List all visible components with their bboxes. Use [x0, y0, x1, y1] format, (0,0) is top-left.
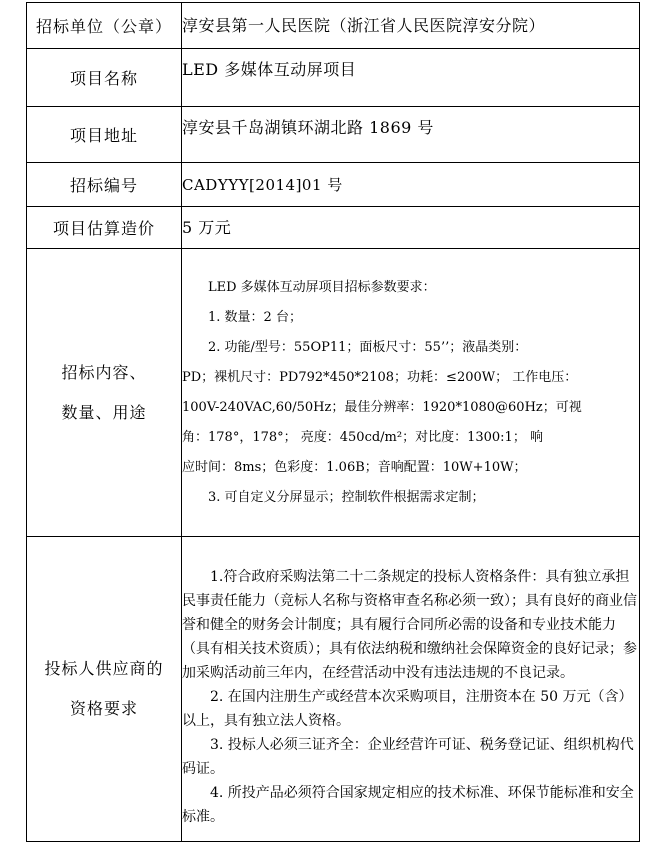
row-bid-number [27, 163, 640, 207]
label-bid-content-line1: 招标内容、 [61, 362, 147, 382]
content-paragraph: 100V-240VAC,60/50Hz；最佳分辨率：1920*1080@60Hz；可视 [182, 399, 582, 415]
row-bid-content [27, 249, 640, 537]
qualification-paragraph: 1.符合政府采购法第二十二条规定的投标人资格条件：具有独立承担民事责任能力（竞标人名称与资格审查名称必须一致）；具有良好的商业信誉和健全的财务会计制度；具有履行合同所必需的设备和专业技术能力（具有相关技术资质）；具有依法纳税和缴纳社会保障资金的良好记录；参加采购活动前三年内，在经营活动中没有违法违规的不良记录。 [182, 569, 637, 681]
row-project-address [27, 107, 640, 163]
content-paragraph: 2. 功能/型号：55OP11；面板尺寸：55’’；液晶类别： [208, 339, 528, 355]
content-paragraph: 1. 数量：2 台； [208, 309, 302, 325]
row-project-name [27, 49, 640, 107]
value-bid-content [182, 249, 640, 537]
spacer [182, 549, 639, 565]
label-qualification-line2: 资格要求 [69, 699, 138, 718]
label-project-address: 项目地址 [27, 107, 182, 163]
label-bidder: 招标单位（公章） [27, 3, 182, 49]
bid-info-table [26, 2, 640, 842]
value-project-address: 淳安县千岛湖镇环湖北路 1869 号 [182, 107, 640, 163]
value-project-name: LED 多媒体互动屏项目 [182, 49, 640, 107]
row-bidder [27, 3, 640, 49]
label-qualification [27, 537, 182, 842]
content-paragraph: 应时间：8ms；色彩度：1.06B；音响配置：10W+10W； [182, 459, 527, 475]
label-bid-content [27, 249, 182, 537]
qualification-paragraph: 4. 所投产品必须符合国家规定相应的技术标准、环保节能标准和安全标准。 [182, 785, 634, 825]
content-paragraph: 角：178°，178°； 亮度：450cd/m²；对比度：1300:1； 响 [182, 429, 543, 445]
row-qualification [27, 537, 640, 842]
label-bid-content-line2: 数量、用途 [61, 402, 147, 422]
value-qualification [182, 537, 640, 842]
label-estimated-cost: 项目估算造价 [27, 207, 182, 249]
value-bid-number: CADYYY[2014]01 号 [182, 163, 640, 207]
label-qualification-line1: 投标人供应商的 [44, 659, 164, 678]
value-bidder: 淳安县第一人民医院（浙江省人民医院淳安分院） [182, 3, 640, 49]
content-paragraph: LED 多媒体互动屏项目招标参数要求： [208, 279, 436, 295]
content-paragraph: 3. 可自定义分屏显示；控制软件根据需求定制； [208, 489, 485, 505]
label-bid-number: 招标编号 [27, 163, 182, 207]
content-paragraph: PD；裸机尺寸：PD792*450*2108；功耗：≤200W； 工作电压： [182, 369, 578, 385]
label-project-name: 项目名称 [27, 49, 182, 107]
qualification-paragraph: 2. 在国内注册生产或经营本次采购项目，注册资本在 50 万元（含）以上，具有独立法人资格。 [182, 689, 633, 729]
value-estimated-cost: 5 万元 [182, 207, 640, 249]
row-estimated-cost [27, 207, 640, 249]
qualification-paragraph: 3. 投标人必须三证齐全：企业经营许可证、税务登记证、组织机构代码证。 [182, 737, 634, 777]
